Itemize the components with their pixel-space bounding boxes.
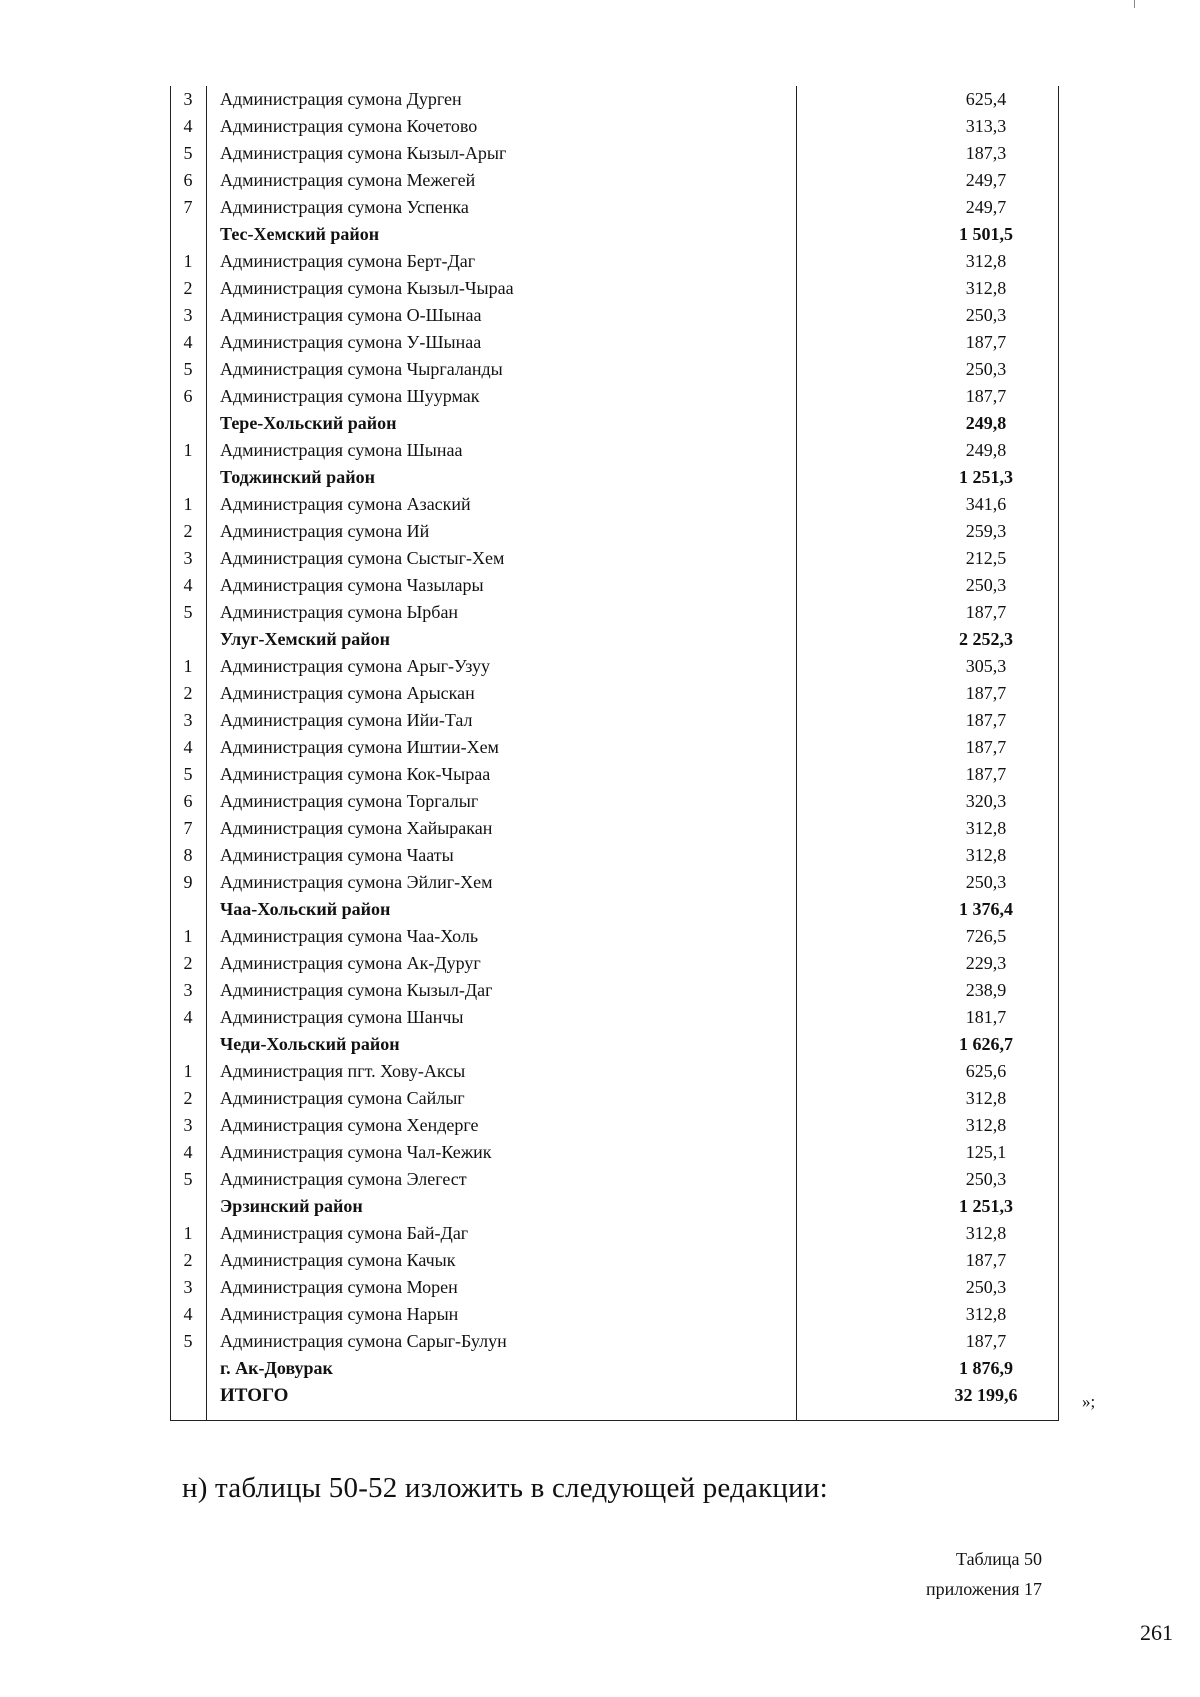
table-row: [170, 329, 1060, 356]
row-name: Администрация сумона Кызыл-Даг: [220, 980, 493, 1000]
row-name: Администрация сумона Сыстыг-Хем: [220, 548, 505, 568]
row-number: 3: [183, 548, 193, 568]
row-value: 238,9: [965, 980, 1007, 1000]
row-name: Администрация сумона Эйлиг-Хем: [220, 872, 493, 892]
row-value: 32 199,6: [954, 1385, 1018, 1405]
row-value: 181,7: [965, 1007, 1007, 1027]
row-value: 187,7: [965, 737, 1007, 757]
closing-quote: »;: [1082, 1392, 1096, 1411]
table-row: [170, 815, 1060, 842]
row-number: 4: [183, 575, 193, 595]
row-value: 1 251,3: [959, 1196, 1013, 1216]
row-name: Улуг-Хемский район: [220, 629, 391, 649]
row-name: Администрация сумона Успенка: [220, 197, 469, 217]
district-row: [170, 1193, 1060, 1220]
row-value: 187,7: [965, 1250, 1007, 1270]
row-name: Администрация сумона Межегей: [220, 170, 476, 190]
row-value: 250,3: [965, 1277, 1007, 1297]
district-row: [170, 464, 1060, 491]
row-number: 3: [183, 980, 193, 1000]
row-value: 312,8: [965, 1223, 1007, 1243]
row-name: Администрация сумона Арыг-Узуу: [220, 656, 490, 676]
row-value: 250,3: [965, 872, 1007, 892]
row-number: 4: [183, 116, 193, 136]
row-value: 1 876,9: [959, 1358, 1013, 1378]
table-row: [170, 977, 1060, 1004]
row-name: Администрация сумона Сайлыг: [220, 1088, 465, 1108]
row-name: Администрация сумона Ак-Дуруг: [220, 953, 481, 973]
row-name: Чаа-Хольский район: [220, 899, 391, 919]
row-number: 2: [183, 1088, 193, 1108]
row-name: Администрация сумона Кочетово: [220, 116, 478, 136]
row-name: Администрация сумона Арыскан: [220, 683, 475, 703]
row-number: 1: [183, 1223, 193, 1243]
row-name: Администрация сумона Кок-Чыраа: [220, 764, 491, 784]
row-name: Эрзинский район: [220, 1196, 363, 1216]
row-number: 2: [183, 1250, 193, 1270]
row-value: 625,6: [965, 1061, 1007, 1081]
row-value: 625,4: [965, 89, 1007, 109]
row-value: 312,8: [965, 1088, 1007, 1108]
row-name: ИТОГО: [220, 1385, 289, 1406]
row-value: 249,7: [965, 170, 1007, 190]
row-value: 250,3: [965, 359, 1007, 379]
row-name: Администрация сумона Ий: [220, 521, 430, 541]
row-number: 9: [183, 872, 193, 892]
row-name: Администрация сумона Шынаа: [220, 440, 463, 460]
table-row: [170, 950, 1060, 977]
row-value: 249,7: [965, 197, 1007, 217]
row-name: Администрация сумона Шуурмак: [220, 386, 480, 406]
table-row: [170, 1004, 1060, 1031]
row-name: Администрация сумона Элегест: [220, 1169, 467, 1189]
row-number: 2: [183, 683, 193, 703]
row-number: 6: [183, 791, 193, 811]
table-row: [170, 383, 1060, 410]
table-row: [170, 194, 1060, 221]
table-bottom-border: [170, 1420, 1059, 1421]
row-name: Администрация сумона Чыргаланды: [220, 359, 503, 379]
row-name: Администрация сумона Ырбан: [220, 602, 459, 622]
row-value: 125,1: [965, 1142, 1007, 1162]
row-number: 4: [183, 1007, 193, 1027]
row-number: 1: [183, 1061, 193, 1081]
row-number: 5: [183, 602, 193, 622]
row-name: Администрация сумона Хайыракан: [220, 818, 493, 838]
table-row: [170, 869, 1060, 896]
row-value: 341,6: [965, 494, 1007, 514]
table-row: [170, 437, 1060, 464]
table-row: [170, 275, 1060, 302]
row-name: Администрация сумона Дурген: [220, 89, 462, 109]
row-number: 6: [183, 386, 193, 406]
row-number: 8: [183, 845, 193, 865]
table-row: [170, 1247, 1060, 1274]
row-value: 250,3: [965, 575, 1007, 595]
row-name: г. Ак-Довурак: [220, 1358, 333, 1378]
row-value: 726,5: [965, 926, 1007, 946]
row-number: 1: [183, 440, 193, 460]
table-row: [170, 167, 1060, 194]
row-name: Администрация сумона Шанчы: [220, 1007, 464, 1027]
row-name: Администрация сумона Чазылары: [220, 575, 484, 595]
row-number: 2: [183, 278, 193, 298]
row-name: Администрация сумона Чал-Кежик: [220, 1142, 492, 1162]
row-value: 313,3: [965, 116, 1007, 136]
row-value: 249,8: [965, 413, 1007, 433]
scan-edge-mark: [1134, 0, 1135, 8]
row-number: 1: [183, 656, 193, 676]
table-row: [170, 1085, 1060, 1112]
caption-appendix: приложения 17: [925, 1579, 1042, 1599]
row-value: 187,7: [965, 764, 1007, 784]
row-value: 250,3: [965, 1169, 1007, 1189]
row-value: 312,8: [965, 818, 1007, 838]
table-row: [170, 356, 1060, 383]
row-number: 2: [183, 521, 193, 541]
row-value: 187,3: [965, 143, 1007, 163]
district-row: [170, 896, 1060, 923]
table-row: [170, 248, 1060, 275]
district-row: [170, 1355, 1060, 1382]
page-number: 261: [1140, 1620, 1173, 1645]
row-number: 4: [183, 1304, 193, 1324]
table-row: [170, 599, 1060, 626]
table-row: [170, 788, 1060, 815]
row-name: Администрация сумона Хендерге: [220, 1115, 479, 1135]
row-value: 187,7: [965, 332, 1007, 352]
row-name: Администрация сумона Ийи-Тал: [220, 710, 473, 730]
table-row: [170, 1301, 1060, 1328]
row-value: 2 252,3: [959, 629, 1013, 649]
table-row: [170, 1274, 1060, 1301]
row-name: Тоджинский район: [220, 467, 375, 487]
row-value: 187,7: [965, 710, 1007, 730]
table-row: [170, 680, 1060, 707]
row-value: 1 626,7: [959, 1034, 1013, 1054]
row-number: 3: [183, 89, 193, 109]
row-name: Администрация сумона Торгалыг: [220, 791, 479, 811]
row-number: 3: [183, 305, 193, 325]
row-name: Администрация сумона Чааты: [220, 845, 454, 865]
row-value: 312,8: [965, 845, 1007, 865]
row-number: 1: [183, 251, 193, 271]
row-number: 7: [183, 197, 193, 217]
row-number: 6: [183, 170, 193, 190]
row-number: 5: [183, 359, 193, 379]
row-name: Администрация сумона Иштии-Хем: [220, 737, 499, 757]
row-name: Чеди-Хольский район: [220, 1034, 400, 1054]
budget-table: [170, 86, 1060, 1426]
table-row: [170, 734, 1060, 761]
table-row: [170, 518, 1060, 545]
table-row: [170, 302, 1060, 329]
row-value: 187,7: [965, 386, 1007, 406]
table-row: [170, 1328, 1060, 1355]
row-value: 1 251,3: [959, 467, 1013, 487]
row-number: 5: [183, 764, 193, 784]
table-row: [170, 1058, 1060, 1085]
row-number: 3: [183, 1115, 193, 1135]
row-value: 229,3: [965, 953, 1007, 973]
table-row: [170, 1112, 1060, 1139]
row-value: 305,3: [965, 656, 1007, 676]
district-row: [170, 626, 1060, 653]
district-row: [170, 221, 1060, 248]
table-row: [170, 707, 1060, 734]
row-value: 259,3: [965, 521, 1007, 541]
table-row: [170, 842, 1060, 869]
table-row: [170, 491, 1060, 518]
row-name: Администрация сумона Бай-Даг: [220, 1223, 469, 1243]
district-row: [170, 1031, 1060, 1058]
row-number: 2: [183, 953, 193, 973]
row-value: 312,8: [965, 1115, 1007, 1135]
row-value: 312,8: [965, 1304, 1007, 1324]
row-value: 212,5: [965, 548, 1007, 568]
row-name: Администрация сумона Азаский: [220, 494, 471, 514]
table-row: [170, 1139, 1060, 1166]
total-row: [170, 1382, 1060, 1409]
district-row: [170, 410, 1060, 437]
row-name: Администрация сумона Нарын: [220, 1304, 459, 1324]
row-name: Тере-Хольский район: [220, 413, 397, 433]
table-row: [170, 653, 1060, 680]
row-number: 3: [183, 1277, 193, 1297]
row-name: Администрация сумона Кызыл-Чыраа: [220, 278, 514, 298]
table-row: [170, 140, 1060, 167]
caption-table-number: Таблица 50: [956, 1549, 1042, 1569]
row-name: Администрация сумона Качык: [220, 1250, 456, 1270]
row-number: 4: [183, 737, 193, 757]
row-name: Администрация сумона Сарыг-Булун: [220, 1331, 507, 1351]
row-name: Администрация сумона О-Шынаа: [220, 305, 482, 325]
row-number: 5: [183, 143, 193, 163]
table-row: [170, 923, 1060, 950]
row-name: Тес-Хемский район: [220, 224, 380, 244]
row-value: 312,8: [965, 278, 1007, 298]
row-number: 7: [183, 818, 193, 838]
row-value: 320,3: [965, 791, 1007, 811]
table-row: [170, 572, 1060, 599]
table-caption: [926, 1544, 1042, 1604]
table-row: [170, 113, 1060, 140]
table-row: [170, 1166, 1060, 1193]
row-number: 4: [183, 332, 193, 352]
row-value: 250,3: [965, 305, 1007, 325]
table-row: [170, 545, 1060, 572]
row-name: Администрация сумона Морен: [220, 1277, 458, 1297]
table-row: [170, 761, 1060, 788]
row-value: 187,7: [965, 602, 1007, 622]
row-number: 1: [183, 494, 193, 514]
row-number: 5: [183, 1331, 193, 1351]
row-name: Администрация сумона Берт-Даг: [220, 251, 476, 271]
row-number: 5: [183, 1169, 193, 1189]
row-name: Администрация сумона Чаа-Холь: [220, 926, 479, 946]
row-number: 4: [183, 1142, 193, 1162]
row-value: 1 376,4: [959, 899, 1013, 919]
row-value: 187,7: [965, 683, 1007, 703]
table-row: [170, 1220, 1060, 1247]
row-value: 1 501,5: [959, 224, 1013, 244]
row-name: Администрация сумона Кызыл-Арыг: [220, 143, 507, 163]
row-name: Администрация пгт. Хову-Аксы: [220, 1061, 466, 1081]
row-value: 187,7: [965, 1331, 1007, 1351]
row-name: Администрация сумона У-Шынаа: [220, 332, 482, 352]
row-value: 249,8: [965, 440, 1007, 460]
row-number: 1: [183, 926, 193, 946]
row-number: 3: [183, 710, 193, 730]
table-row: [170, 86, 1060, 113]
instruction-text: н) таблицы 50-52 изложить в следующей редакции:: [182, 1472, 828, 1504]
row-value: 312,8: [965, 251, 1007, 271]
